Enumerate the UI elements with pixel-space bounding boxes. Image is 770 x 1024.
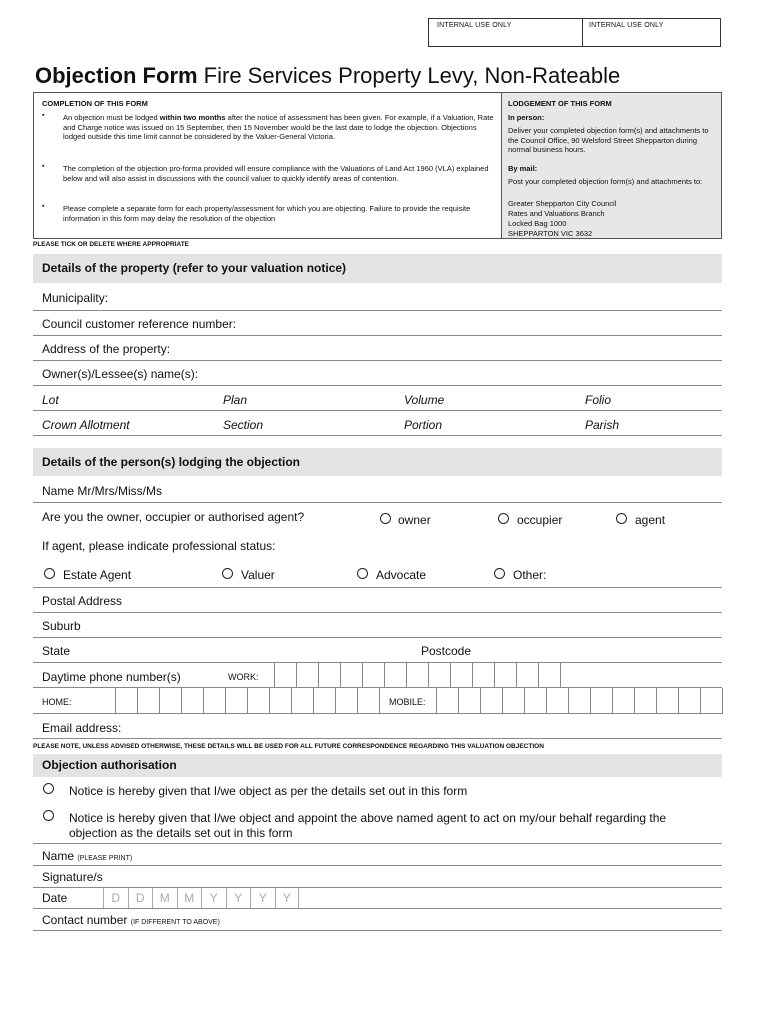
home-mobile-row <box>33 688 722 714</box>
suburb-field[interactable] <box>33 613 722 638</box>
internal-use-divider <box>582 19 583 46</box>
notice-1-radio[interactable] <box>43 783 54 794</box>
correspondence-note: PLEASE NOTE, UNLESS ADVISED OTHERWISE, THESE DETAILS WILL BE USED FOR ALL FUTURE CORRESPONDENCE REGARDING THIS VALUATION OBJECTION <box>33 743 544 750</box>
date-row <box>33 888 722 909</box>
council-ref-field[interactable] <box>33 311 722 336</box>
in-person-heading: In person: <box>508 113 545 122</box>
work-phone-input[interactable] <box>274 663 560 688</box>
date-year-2[interactable]: Y <box>226 888 251 908</box>
lodgement-heading: LODGEMENT OF THIS FORM <box>508 99 612 108</box>
address-line-4: SHEPPARTON VIC 3632 <box>508 229 593 238</box>
bullet-mark-2: ▪ <box>42 163 45 170</box>
postcode-field[interactable]: Postcode <box>421 644 472 658</box>
address-line-3: Locked Bag 1000 <box>508 219 567 228</box>
volume-field[interactable]: Volume <box>404 393 445 407</box>
address-line-1: Greater Shepparton City Council <box>508 199 617 208</box>
plan-field[interactable]: Plan <box>223 393 248 407</box>
date-year-4[interactable]: Y <box>275 888 300 908</box>
tick-note: PLEASE TICK OR DELETE WHERE APPROPRIATE <box>33 241 190 248</box>
state-postcode-row <box>33 638 722 663</box>
property-address-label: Address of the property: <box>42 342 171 356</box>
other-radio[interactable] <box>494 568 505 579</box>
valuer-radio[interactable] <box>222 568 233 579</box>
other-label: Other: <box>513 568 547 582</box>
agent-option-label: agent <box>635 513 666 527</box>
property-address-field[interactable] <box>33 336 722 361</box>
bullet-mark-3: ▪ <box>42 203 45 210</box>
date-year-1[interactable]: Y <box>201 888 226 908</box>
completion-panel <box>33 92 501 239</box>
professional-status-row <box>33 561 722 588</box>
occupier-radio[interactable] <box>498 513 509 524</box>
email-field[interactable] <box>33 714 722 739</box>
suburb-label: Suburb <box>42 619 81 633</box>
postal-address-field[interactable] <box>33 588 722 613</box>
name-label: Name Mr/Mrs/Miss/Ms <box>42 484 162 498</box>
agent-status-row <box>33 533 722 561</box>
agent-radio[interactable] <box>616 513 627 524</box>
occupier-option-label: occupier <box>517 513 563 527</box>
estate-agent-label: Estate Agent <box>63 568 132 582</box>
date-month-2[interactable]: M <box>177 888 202 908</box>
advocate-radio[interactable] <box>357 568 368 579</box>
owners-field[interactable] <box>33 361 722 386</box>
work-label: WORK: <box>228 672 259 682</box>
owners-label: Owner(s)/Lessee(s) name(s): <box>42 367 199 381</box>
by-mail-heading: By mail: <box>508 164 538 173</box>
estate-agent-radio[interactable] <box>44 568 55 579</box>
owner-option-label: owner <box>398 513 431 527</box>
mobile-label: MOBILE: <box>389 697 426 707</box>
title-rest: Fire Services Property Levy, Non-Rateable <box>197 63 621 88</box>
daytime-phone-label: Daytime phone number(s) <box>42 670 181 684</box>
agent-status-label: If agent, please indicate professional status: <box>42 539 276 553</box>
state-field[interactable]: State <box>42 644 71 658</box>
notice-1-label: Notice is hereby given that I/we object as per the details set out in this form <box>69 784 468 798</box>
lot-row <box>33 386 722 411</box>
home-phone-input[interactable] <box>115 688 379 714</box>
lodgement-panel <box>501 92 722 239</box>
advocate-label: Advocate <box>376 568 427 582</box>
valuer-label: Valuer <box>241 568 275 582</box>
in-person-text: Deliver your completed objection form(s) and attachments to the Council Office, 90 Welsford Street Shepparton during normal business hours. <box>508 126 709 154</box>
print-name-text: Name <box>42 849 75 863</box>
council-ref-label: Council customer reference number: <box>42 317 237 331</box>
page-title <box>35 63 620 89</box>
contact-number-hint: (IF DIFFERENT TO ABOVE) <box>130 919 220 926</box>
owner-radio[interactable] <box>380 513 391 524</box>
lot-field[interactable]: Lot <box>42 393 59 407</box>
internal-use-label-2: INTERNAL USE ONLY <box>589 22 664 29</box>
property-section-heading: Details of the property (refer to your valuation notice) <box>33 254 722 283</box>
signature-label: Signature/s <box>42 870 103 884</box>
postal-address-label: Postal Address <box>42 594 123 608</box>
crown-row <box>33 411 722 436</box>
print-name-field[interactable] <box>33 843 722 866</box>
internal-use-label-1: INTERNAL USE ONLY <box>437 22 512 29</box>
email-label: Email address: <box>42 721 122 735</box>
date-month-1[interactable]: M <box>152 888 177 908</box>
internal-use-box <box>428 18 721 47</box>
contact-number-field[interactable] <box>33 909 722 931</box>
date-label: Date <box>42 891 68 905</box>
title-bold: Objection Form <box>35 63 198 88</box>
municipality-field[interactable] <box>33 283 722 311</box>
daytime-phone-row <box>33 663 722 688</box>
authorisation-heading: Objection authorisation <box>33 754 722 777</box>
home-label: HOME: <box>42 697 72 707</box>
date-day-1[interactable]: D <box>103 888 128 908</box>
date-day-2[interactable]: D <box>128 888 153 908</box>
contact-number-label <box>42 913 220 927</box>
completion-bullet-1 <box>63 113 497 142</box>
print-name-label <box>42 849 132 863</box>
mobile-phone-input[interactable] <box>436 688 722 714</box>
notice-2-label-a: Notice is hereby given that I/we object and appoint the above named agent to act on my/our behalf regarding the <box>69 811 667 825</box>
bullet-mark-1: ▪ <box>42 112 45 119</box>
contact-number-text: Contact number <box>42 913 128 927</box>
parish-field[interactable]: Parish <box>585 418 620 432</box>
signature-field[interactable] <box>33 866 722 888</box>
print-name-hint: (PLEASE PRINT) <box>77 855 133 862</box>
completion-bullet-3: Please complete a separate form for each property/assessment for which you are objecting. Failure to provide the requisite information in this form may delay the resolution of the objection <box>63 204 471 223</box>
name-field[interactable] <box>33 476 722 503</box>
bullet-1-c: after the notice of assessment has been given. For example, if a Valuation, Rate and Charge notice was issued on 15 September, then 15 November would be the last date to lodge the objection. Objections lodged outside this time limit cannot be considered by the Valuer-General Victoria. <box>63 113 494 141</box>
crown-allotment-field[interactable]: Crown Allotment <box>42 418 130 432</box>
date-year-3[interactable]: Y <box>250 888 275 908</box>
municipality-label: Municipality: <box>42 291 109 305</box>
section-field[interactable]: Section <box>223 418 264 432</box>
bullet-1-a: An objection must be lodged <box>63 113 160 122</box>
notice-2-label-b: objection as the details set out in this form <box>69 826 293 840</box>
owner-question-label: Are you the owner, occupier or authorised agent? <box>42 510 305 524</box>
notice-2-radio[interactable] <box>43 810 54 821</box>
bullet-1-b: within two months <box>159 113 226 122</box>
owner-question-row <box>33 503 722 533</box>
person-section-heading: Details of the person(s) lodging the objection <box>33 448 722 476</box>
completion-heading: COMPLETION OF THIS FORM <box>42 99 148 108</box>
address-line-2: Rates and Valuations Branch <box>508 209 605 218</box>
date-input[interactable] <box>103 888 299 908</box>
by-mail-text: Post your completed objection form(s) and attachments to: <box>508 177 703 186</box>
portion-field[interactable]: Portion <box>404 418 443 432</box>
folio-field[interactable]: Folio <box>585 393 612 407</box>
completion-bullet-2: The completion of the objection pro-forma provided will ensure compliance with the Valuations of Land Act 1960 (VLA) explained below and will also assist in discussions with the council valuer to quickly identify areas of contention. <box>63 164 489 183</box>
